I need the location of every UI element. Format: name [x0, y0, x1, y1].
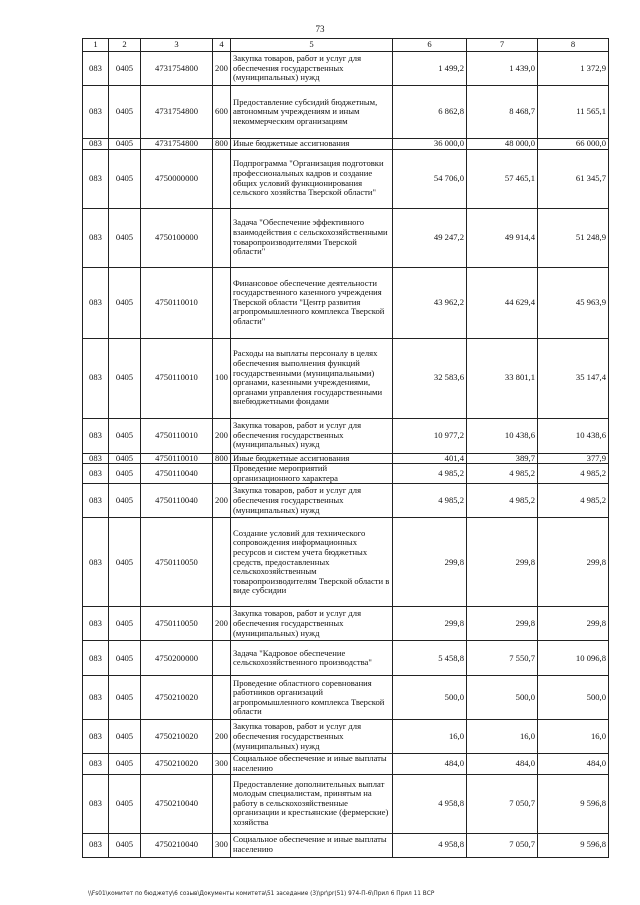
- amount-year-2: 7 050,7: [467, 833, 538, 857]
- amount-year-1: 484,0: [393, 754, 467, 774]
- admin-code: 083: [83, 607, 109, 641]
- expense-description: Иные бюджетные ассигнования: [231, 453, 393, 464]
- target-article-code: 4750210020: [141, 720, 213, 754]
- section-code: 0405: [109, 518, 141, 607]
- expense-description: Закупка товаров, работ и услуг для обеспечения государственных (муниципальных) нужд: [231, 52, 393, 86]
- amount-year-2: 299,8: [467, 518, 538, 607]
- admin-code: 083: [83, 208, 109, 267]
- target-article-code: 4750110010: [141, 453, 213, 464]
- expense-description: Закупка товаров, работ и услуг для обеспечения государственных (муниципальных) нужд: [231, 484, 393, 518]
- target-article-code: 4731754800: [141, 139, 213, 150]
- admin-code: 083: [83, 774, 109, 833]
- table-row: [83, 833, 609, 857]
- table-row: [83, 641, 609, 676]
- target-article-code: 4750110050: [141, 518, 213, 607]
- section-code: 0405: [109, 774, 141, 833]
- amount-year-2: 7 050,7: [467, 774, 538, 833]
- amount-year-1: 5 458,8: [393, 641, 467, 676]
- column-header: 8: [538, 39, 609, 52]
- page-number: 73: [315, 24, 325, 34]
- amount-year-3: 484,0: [538, 754, 609, 774]
- section-code: 0405: [109, 607, 141, 641]
- admin-code: 083: [83, 833, 109, 857]
- amount-year-1: 10 977,2: [393, 418, 467, 453]
- expense-type-code: 100: [213, 338, 231, 418]
- amount-year-3: 51 248,9: [538, 208, 609, 267]
- expense-type-code: [213, 774, 231, 833]
- amount-year-1: 4 985,2: [393, 464, 467, 484]
- target-article-code: 4750100000: [141, 208, 213, 267]
- amount-year-2: 4 985,2: [467, 484, 538, 518]
- table-row: [83, 484, 609, 518]
- expense-type-code: 200: [213, 720, 231, 754]
- amount-year-3: 10 096,8: [538, 641, 609, 676]
- amount-year-1: 4 958,8: [393, 833, 467, 857]
- column-header: 2: [109, 39, 141, 52]
- admin-code: 083: [83, 676, 109, 720]
- target-article-code: 4750110010: [141, 267, 213, 338]
- admin-code: 083: [83, 754, 109, 774]
- amount-year-3: 4 985,2: [538, 484, 609, 518]
- section-code: 0405: [109, 52, 141, 86]
- amount-year-2: 500,0: [467, 676, 538, 720]
- admin-code: 083: [83, 338, 109, 418]
- amount-year-2: 7 550,7: [467, 641, 538, 676]
- section-code: 0405: [109, 208, 141, 267]
- expense-type-code: [213, 267, 231, 338]
- expense-type-code: 600: [213, 86, 231, 139]
- amount-year-2: 484,0: [467, 754, 538, 774]
- expense-description: Закупка товаров, работ и услуг для обеспечения государственных (муниципальных) нужд: [231, 607, 393, 641]
- expense-description: Закупка товаров, работ и услуг для обеспечения государственных (муниципальных) нужд: [231, 418, 393, 453]
- column-header: 3: [141, 39, 213, 52]
- expense-description: Социальное обеспечение и иные выплаты населению: [231, 833, 393, 857]
- admin-code: 083: [83, 641, 109, 676]
- amount-year-1: 500,0: [393, 676, 467, 720]
- amount-year-1: 401,4: [393, 453, 467, 464]
- section-code: 0405: [109, 149, 141, 208]
- amount-year-3: 66 000,0: [538, 139, 609, 150]
- table-row: [83, 774, 609, 833]
- table-row: [83, 139, 609, 150]
- amount-year-3: 4 985,2: [538, 464, 609, 484]
- expense-type-code: [213, 208, 231, 267]
- expense-description: Задача "Обеспечение эффективного взаимодействия с сельскохозяйственными товаропроизводителями Тверской области": [231, 208, 393, 267]
- target-article-code: 4750000000: [141, 149, 213, 208]
- expense-description: Закупка товаров, работ и услуг для обеспечения государственных (муниципальных) нужд: [231, 720, 393, 754]
- amount-year-1: 36 000,0: [393, 139, 467, 150]
- file-path-footer: \\Fs01\комитет по бюджету\6 созыв\Документы комитета\51 заседание (3)\pr\pr(51) 974-П-6\Прил 6 Прил 11 ВСР: [88, 891, 435, 897]
- expense-description: Предоставление субсидий бюджетным, автономным учреждениям и иным некоммерческим организациям: [231, 86, 393, 139]
- target-article-code: 4750110010: [141, 418, 213, 453]
- amount-year-2: 48 000,0: [467, 139, 538, 150]
- table-row: [83, 464, 609, 484]
- amount-year-2: 4 985,2: [467, 464, 538, 484]
- amount-year-3: 61 345,7: [538, 149, 609, 208]
- section-code: 0405: [109, 641, 141, 676]
- section-code: 0405: [109, 139, 141, 150]
- section-code: 0405: [109, 676, 141, 720]
- amount-year-3: 9 596,8: [538, 833, 609, 857]
- column-header: 1: [83, 39, 109, 52]
- table-row: [83, 52, 609, 86]
- table-row: [83, 149, 609, 208]
- amount-year-1: 16,0: [393, 720, 467, 754]
- expense-type-code: [213, 676, 231, 720]
- amount-year-1: 49 247,2: [393, 208, 467, 267]
- table-row: [83, 208, 609, 267]
- target-article-code: 4731754800: [141, 52, 213, 86]
- expense-type-code: 800: [213, 453, 231, 464]
- amount-year-2: 33 801,1: [467, 338, 538, 418]
- amount-year-3: 16,0: [538, 720, 609, 754]
- amount-year-2: 389,7: [467, 453, 538, 464]
- expense-description: Проведение мероприятий организационного характера: [231, 464, 393, 484]
- table-row: [83, 338, 609, 418]
- expense-description: Задача "Кадровое обеспечение сельскохозяйственного производства": [231, 641, 393, 676]
- admin-code: 083: [83, 484, 109, 518]
- column-header: 7: [467, 39, 538, 52]
- table-row: [83, 676, 609, 720]
- expense-description: Проведение областного соревнования работников организаций агропромышленного комплекса Тверской области: [231, 676, 393, 720]
- amount-year-1: 43 962,2: [393, 267, 467, 338]
- amount-year-1: 32 583,6: [393, 338, 467, 418]
- section-code: 0405: [109, 453, 141, 464]
- table-row: [83, 754, 609, 774]
- amount-year-1: 299,8: [393, 607, 467, 641]
- expense-type-code: 800: [213, 139, 231, 150]
- amount-year-2: 44 629,4: [467, 267, 538, 338]
- amount-year-2: 299,8: [467, 607, 538, 641]
- expense-description: Предоставление дополнительных выплат молодым специалистам, принятым на работу в сельскохозяйственные организации и крестьянские (фермерские) хозяйства: [231, 774, 393, 833]
- target-article-code: 4750210020: [141, 676, 213, 720]
- expense-description: Расходы на выплаты персоналу в целях обеспечения выполнения функций государственными (муниципальными) органами, казенными учреждениями, органами управления государственными внебюджетными фондами: [231, 338, 393, 418]
- target-article-code: 4750110050: [141, 607, 213, 641]
- table-row: [83, 418, 609, 453]
- target-article-code: 4750210020: [141, 754, 213, 774]
- amount-year-2: 16,0: [467, 720, 538, 754]
- expense-type-code: [213, 149, 231, 208]
- section-code: 0405: [109, 418, 141, 453]
- section-code: 0405: [109, 720, 141, 754]
- section-code: 0405: [109, 464, 141, 484]
- admin-code: 083: [83, 518, 109, 607]
- table-row: [83, 720, 609, 754]
- expense-description: Социальное обеспечение и иные выплаты населению: [231, 754, 393, 774]
- amount-year-1: 4 985,2: [393, 484, 467, 518]
- table-row: [83, 453, 609, 464]
- amount-year-3: 377,9: [538, 453, 609, 464]
- target-article-code: 4750210040: [141, 774, 213, 833]
- amount-year-3: 10 438,6: [538, 418, 609, 453]
- amount-year-1: 6 862,8: [393, 86, 467, 139]
- section-code: 0405: [109, 833, 141, 857]
- amount-year-1: 299,8: [393, 518, 467, 607]
- expense-type-code: 300: [213, 754, 231, 774]
- section-code: 0405: [109, 267, 141, 338]
- expense-type-code: 300: [213, 833, 231, 857]
- header-row: [83, 39, 609, 52]
- amount-year-3: 9 596,8: [538, 774, 609, 833]
- amount-year-3: 299,8: [538, 607, 609, 641]
- target-article-code: 4731754800: [141, 86, 213, 139]
- column-header: 6: [393, 39, 467, 52]
- expense-type-code: 200: [213, 607, 231, 641]
- admin-code: 083: [83, 149, 109, 208]
- admin-code: 083: [83, 267, 109, 338]
- admin-code: 083: [83, 139, 109, 150]
- admin-code: 083: [83, 453, 109, 464]
- column-header: 5: [231, 39, 393, 52]
- amount-year-3: 45 963,9: [538, 267, 609, 338]
- section-code: 0405: [109, 338, 141, 418]
- target-article-code: 4750110040: [141, 484, 213, 518]
- expense-type-code: 200: [213, 418, 231, 453]
- expense-type-code: [213, 641, 231, 676]
- target-article-code: 4750110040: [141, 464, 213, 484]
- admin-code: 083: [83, 86, 109, 139]
- admin-code: 083: [83, 720, 109, 754]
- amount-year-2: 10 438,6: [467, 418, 538, 453]
- target-article-code: 4750200000: [141, 641, 213, 676]
- amount-year-1: 4 958,8: [393, 774, 467, 833]
- expense-type-code: [213, 518, 231, 607]
- amount-year-3: 11 565,1: [538, 86, 609, 139]
- expense-description: Подпрограмма "Организация подготовки профессиональных кадров и создание общих условий функционирования сельского хозяйства Тверской области": [231, 149, 393, 208]
- amount-year-2: 49 914,4: [467, 208, 538, 267]
- section-code: 0405: [109, 754, 141, 774]
- target-article-code: 4750110010: [141, 338, 213, 418]
- table-row: [83, 86, 609, 139]
- expense-description: Иные бюджетные ассигнования: [231, 139, 393, 150]
- admin-code: 083: [83, 418, 109, 453]
- amount-year-2: 1 439,0: [467, 52, 538, 86]
- table-row: [83, 267, 609, 338]
- amount-year-2: 8 468,7: [467, 86, 538, 139]
- expense-description: Создание условий для технического сопровождения информационных ресурсов и систем учета бюджетных средств, предоставленных сельскохозяйственным товаропроизводителям Тверской области в виде субсидии: [231, 518, 393, 607]
- expense-description: Финансовое обеспечение деятельности государственного казенного учреждения Тверской области "Центр развития агропромышленного комплекса Тверской области": [231, 267, 393, 338]
- admin-code: 083: [83, 52, 109, 86]
- section-code: 0405: [109, 484, 141, 518]
- table-row: [83, 607, 609, 641]
- expense-type-code: 200: [213, 484, 231, 518]
- column-header: 4: [213, 39, 231, 52]
- table-row: [83, 518, 609, 607]
- expense-type-code: 200: [213, 52, 231, 86]
- admin-code: 083: [83, 464, 109, 484]
- amount-year-3: 1 372,9: [538, 52, 609, 86]
- amount-year-3: 500,0: [538, 676, 609, 720]
- amount-year-1: 1 499,2: [393, 52, 467, 86]
- amount-year-2: 57 465,1: [467, 149, 538, 208]
- expense-type-code: [213, 464, 231, 484]
- amount-year-3: 35 147,4: [538, 338, 609, 418]
- section-code: 0405: [109, 86, 141, 139]
- budget-table: [82, 38, 609, 858]
- amount-year-3: 299,8: [538, 518, 609, 607]
- target-article-code: 4750210040: [141, 833, 213, 857]
- amount-year-1: 54 706,0: [393, 149, 467, 208]
